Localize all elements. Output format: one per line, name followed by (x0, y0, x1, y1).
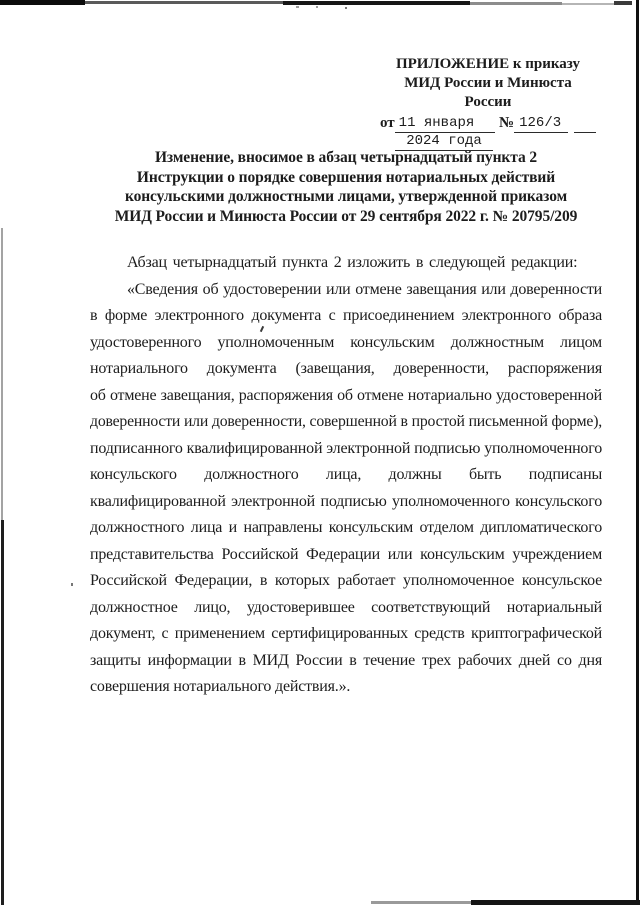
scan-artifact-left-edge-light (1, 228, 3, 520)
body-line: удостоверенного уполномоченным консульским должностным лицом (90, 333, 602, 351)
body-line: представительства Российской Федерации или консульским учреждением (90, 545, 602, 563)
appendix-block (380, 55, 596, 152)
body-line: Российской Федерации, в которых работает уполномоченное консульское (90, 572, 602, 589)
body-line: квалифицированной электронной подписью уполномоченного консульского (90, 492, 602, 510)
scan-artifact-top-2 (85, 1, 285, 4)
order-year-value: 2024 года (395, 133, 493, 151)
title-line-2: Инструкции о порядке совершения нотариальных действий (136, 168, 556, 186)
order-date-value: 11 января (395, 115, 495, 133)
document-body (90, 250, 602, 701)
appendix-line-2: МИД России и Минюста России (404, 75, 572, 110)
number-sign-label: № (499, 115, 515, 131)
scan-artifact-top-3 (283, 1, 470, 5)
order-date-row (380, 113, 596, 133)
body-line: доверенности или доверенности, совершенной в простой письменной форме), (90, 413, 602, 430)
body-line: «Сведения об удостоверении или отмене завещания или доверенности (127, 280, 602, 298)
scan-artifact-bottom-dark (471, 900, 640, 905)
document-title (88, 148, 604, 226)
scan-artifact-top-1 (0, 0, 85, 5)
intro-paragraph: Абзац четырнадцатый пункта 2 изложить в следующей редакции: (127, 254, 578, 271)
body-line: консульского должностного лица, должны быть подписаны (90, 466, 602, 483)
body-line: об отмене завещания, распоряжения об отмене нотариально удостоверенной (90, 386, 602, 404)
title-line-4: МИД России и Минюста России от 29 сентября 2022 г. № 20795/209 (114, 207, 578, 225)
body-line: в форме электронного документа с присоединением электронного образа (90, 307, 602, 324)
scan-artifact-top-5 (562, 3, 617, 5)
scan-artifact-speck-2 (316, 6, 318, 8)
body-line: совершения нотариального действия.». (90, 678, 351, 695)
body-line: должностного лица и направлены консульским отделом дипломатического (90, 519, 602, 536)
scan-artifact-margin-speck (71, 583, 73, 586)
scan-artifact-left-edge-dark (1, 520, 4, 905)
appendix-line-1: ПРИЛОЖЕНИЕ к приказу (395, 56, 581, 72)
title-line-1: Изменение, вносимое в абзац четырнадцатый пункта 2 (154, 149, 538, 166)
scan-artifact-top-4 (470, 2, 562, 5)
scan-artifact-speck-1 (296, 6, 299, 8)
body-line: подписанного квалифицированной электронной подписью уполномоченного (90, 439, 602, 457)
body-line: защиты информации в МИД России в течение трех рабочих дней со дня (90, 651, 602, 669)
scan-artifact-top-6 (614, 1, 632, 5)
scan-artifact-bottom-light (371, 901, 471, 904)
empty-blank-line (574, 115, 596, 133)
scan-artifact-speck-3 (345, 7, 347, 9)
order-number-value: 126/3 (514, 115, 568, 133)
title-line-3: консульскими должностными лицами, утвержденной приказом (124, 188, 568, 205)
body-line: должностное лицо, удостоверившее соответствующий нотариальный (90, 598, 602, 616)
scan-artifact-right-edge (636, 0, 639, 905)
body-line: нотариального документа (завещания, доверенности, распоряжения (90, 360, 602, 377)
body-line: документ, с применением сертифицированных средств криптографической (90, 625, 602, 642)
from-label: от (380, 115, 395, 131)
